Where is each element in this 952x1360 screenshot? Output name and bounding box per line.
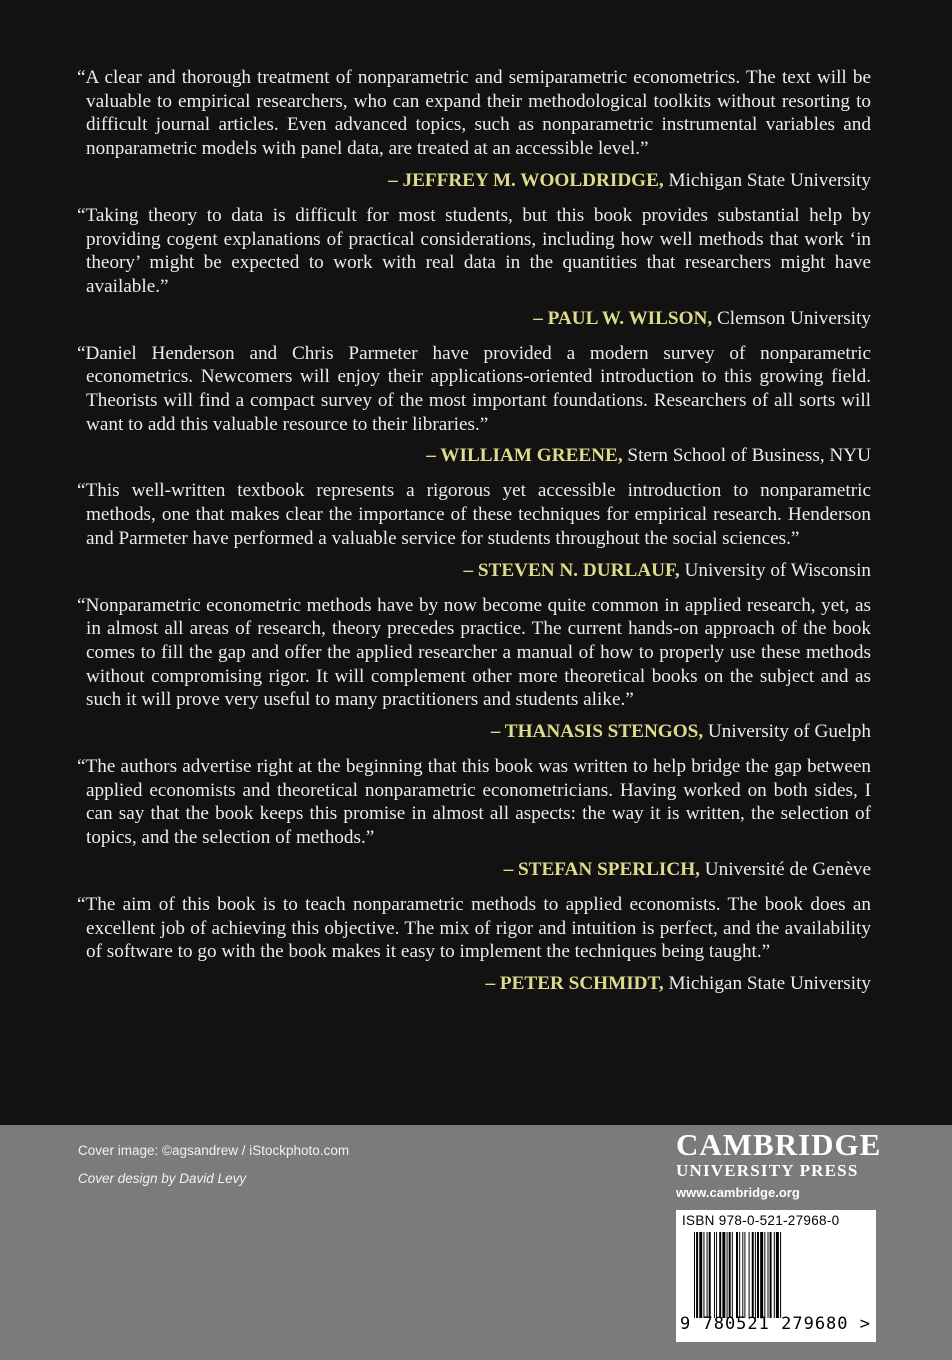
- attribution: [86, 559, 871, 582]
- quote-text: “Taking theory to data is difficult for most students, but this book provides substantial help by providing cogent explanations of practical considerations, including how well methods that work ‘in theory’ might be expected to work with real data in the quantities that researchers might have available.”: [77, 204, 871, 297]
- quote-text: “This well-written textbook represents a rigorous yet accessible introduction to nonparametric methods, one that makes clear the importance of these techniques for empirical research. Henderson and Parmeter have performed a valuable service for students throughout the social sciences.”: [77, 480, 871, 549]
- endorsement-wilson: [77, 204, 871, 330]
- quote-text: “Nonparametric econometric methods have by now become quite common in applied research, yet, as in almost all areas of research, theory precedes practice. The current hands-on approach of the book comes to fill the gap and offer the applied researcher a manual of how to properly use these methods without compromising rigor. It will complement other more theoretical books on the subject and as such it will prove very useful to many practitioners and students alike.”: [77, 594, 871, 711]
- attribution: [86, 972, 871, 995]
- endorser-affiliation: Clemson University: [712, 307, 871, 329]
- endorser-name: – PETER SCHMIDT,: [485, 972, 664, 994]
- isbn-barcode: [676, 1210, 876, 1342]
- attribution: [86, 720, 871, 743]
- publisher-logo: [676, 1127, 882, 1200]
- publisher-name: CAMBRIDGE: [676, 1127, 882, 1162]
- endorser-affiliation: Stern School of Business, NYU: [622, 445, 871, 467]
- endorsement-durlauf: [77, 479, 871, 581]
- barcode-digits: 9 780521 279680 >: [680, 1314, 871, 1334]
- quote-text: “The aim of this book is to teach nonparametric methods to applied economists. The book does an excellent job of achieving this objective. The mix of rigor and intuition is perfect, and the availability of software to go with the book makes it easy to implement the techniques being taught.”: [77, 893, 871, 963]
- quote-text: “The authors advertise right at the beginning that this book was written to help bridge the gap between applied economists and theoretical nonparametric econometricians. Having worked on both sides, I can say that the book keeps this promise in almost all aspects: the way it is written, the selection of topics, and the selection of methods.”: [77, 756, 871, 849]
- endorser-name: – STEVEN N. DURLAUF,: [463, 559, 680, 581]
- quote-text: “Daniel Henderson and Chris Parmeter have provided a modern survey of nonparametric econometrics. Newcomers will enjoy their applications-oriented introduction to this growing field. Theorists will find a compact survey of the most important foundations. Researchers of all sorts will want to add this valuable resource to their libraries.”: [77, 342, 871, 435]
- isbn-label: ISBN 978-0-521-27968-0: [682, 1213, 840, 1228]
- attribution: [86, 169, 871, 192]
- publisher-subtitle: UNIVERSITY PRESS: [676, 1161, 859, 1180]
- endorser-affiliation: University of Wisconsin: [679, 559, 871, 581]
- endorser-name: – STEFAN SPERLICH,: [503, 858, 700, 880]
- endorser-name: – JEFFREY M. WOOLDRIDGE,: [388, 169, 664, 191]
- endorser-name: – WILLIAM GREENE,: [426, 445, 623, 467]
- endorser-affiliation: University of Guelph: [703, 721, 871, 743]
- endorsement-wooldridge: [77, 66, 871, 192]
- endorser-affiliation: Michigan State University: [663, 169, 871, 191]
- endorser-affiliation: Université de Genève: [699, 858, 871, 880]
- cover-design-credit: Cover design by David Levy: [78, 1171, 247, 1186]
- quote-text: “A clear and thorough treatment of nonparametric and semiparametric econometrics. The text will be valuable to empirical researchers, who can expand their methodological toolkits without resorting to difficult journal articles. Even advanced topics, such as nonparametric instrumental variables and nonparametric models with panel data, are treated at an accessible level.”: [77, 67, 871, 160]
- publisher-url: www.cambridge.org: [676, 1185, 800, 1200]
- attribution: [86, 307, 871, 330]
- endorsement-stengos: [77, 594, 871, 744]
- cover-image-credit: Cover image: ©agsandrew / iStockphoto.com: [78, 1143, 350, 1158]
- endorser-affiliation: Michigan State University: [663, 972, 871, 994]
- endorser-name: – PAUL W. WILSON,: [533, 307, 713, 329]
- cover-footer: [0, 1125, 952, 1360]
- endorsement-schmidt: [77, 893, 871, 995]
- attribution: [86, 858, 871, 881]
- barcode-icon: [694, 1232, 859, 1318]
- endorsements: [77, 66, 871, 1007]
- endorser-name: – THANASIS STENGOS,: [490, 721, 704, 743]
- attribution: [86, 444, 871, 467]
- endorsement-greene: [77, 342, 871, 468]
- endorsement-sperlich: [77, 755, 871, 881]
